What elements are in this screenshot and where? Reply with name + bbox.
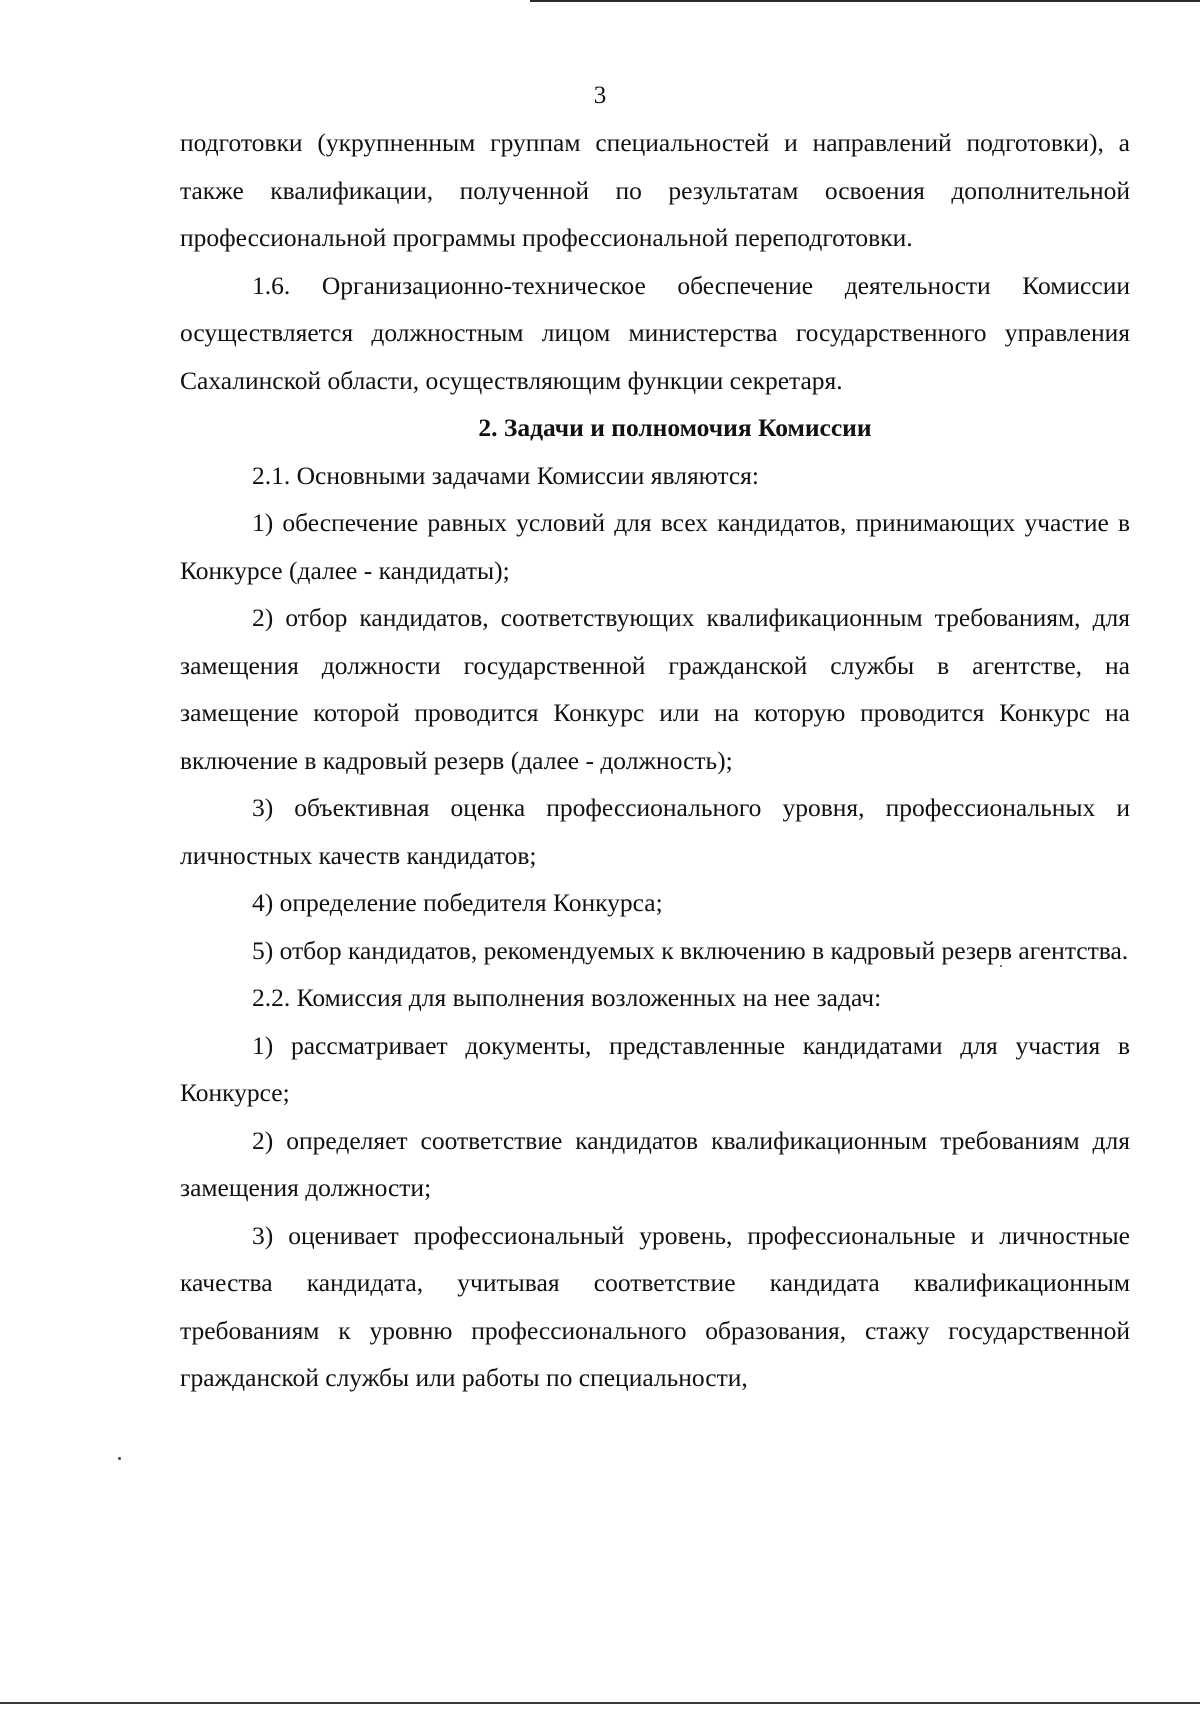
scan-edge-top (530, 0, 1200, 2)
list-item-2-2-3: 3) оценивает профессиональный уровень, профессиональные и личностные качества кандидата, учитывая соответствие кандидата квалификационным требованиям к уровню профессионального образования, стажу государственной гражданской службы или работы по специальности, (180, 1220, 1130, 1392)
list-item-2-2-2: 2) определяет соответствие кандидатов квалификационным требованиям для замещения должности; (180, 1125, 1130, 1202)
list-item-2-1-2: 2) отбор кандидатов, соответствующих квалификационным требованиям, для замещения должности государственной гражданской службы в агентстве, на замещение которой проводится Конкурс или на которую проводится Конкурс на включение в кадровый резерв (далее - должность); (180, 603, 1130, 775)
scan-edge-bottom (0, 1702, 1200, 1704)
paragraph-2-2: 2.2. Комиссия для выполнения возложенных на нее задач: (252, 983, 882, 1012)
paragraph-2-1: 2.1. Основными задачами Комиссии являются: (252, 460, 759, 490)
list-item-2-1-4: 4) определение победителя Конкурса; (252, 888, 663, 917)
list-item-2-2-1: 1) рассматривает документы, представленные кандидатами для участия в Конкурсе; (180, 1030, 1130, 1107)
page-number: 3 (593, 82, 607, 109)
list-item-2-1-1: 1) обеспечение равных условий для всех кандидатов, принимающих участие в Конкурсе (далее - кандидаты); (180, 508, 1130, 585)
list-item-2-1-3: 3) объективная оценка профессионального уровня, профессиональных и личностных качеств кандидатов; (180, 793, 1130, 870)
section-heading: 2. Задачи и полномочия Комиссии (478, 413, 872, 442)
document-body (180, 119, 1130, 1402)
scan-speck (1000, 965, 1002, 967)
paragraph-1-6: 1.6. Организационно-техническое обеспечение деятельности Комиссии осуществляется должностным лицом министерства государственного управления Сахалинской области, осуществляющим функции секретаря. (180, 270, 1130, 395)
list-item-2-1-5: 5) отбор кандидатов, рекомендуемых к включению в кадровый резерв агентства. (252, 935, 1129, 965)
paragraph-continuation: подготовки (укрупненным группам специальностей и направлений подготовки), а также квалификации, полученной по результатам освоения дополнительной профессиональной программы профессиональной переподготовки. (180, 128, 1130, 252)
scan-speck (118, 1457, 121, 1460)
